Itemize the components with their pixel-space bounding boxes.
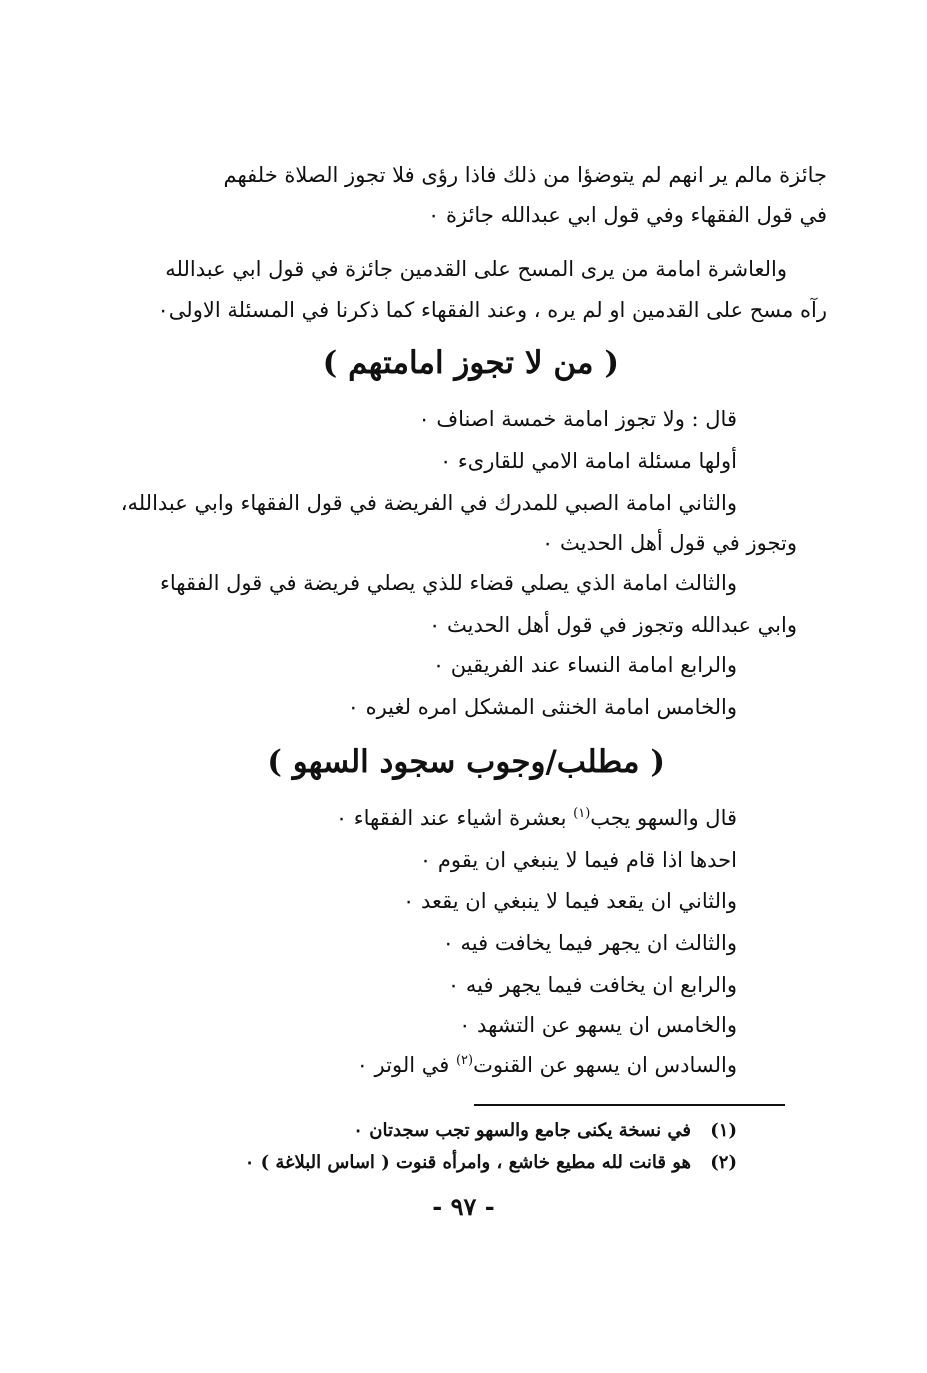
section-2-intro <box>336 803 737 833</box>
footnote-2 <box>245 1150 737 1176</box>
section-1-item-3-line-2: وابي عبدالله وتجوز في قول أهل الحديث ٠ <box>429 613 797 637</box>
section-2-item-3: والثالث ان يجهر فيما يخافت فيه ٠ <box>442 931 737 955</box>
footnote-ref-2: (٢) <box>455 1053 474 1068</box>
section-1-item-3-line-1: والثالث امامة الذي يصلي قضاء للذي يصلي فريضة في قول الفقهاء <box>160 571 737 595</box>
page-number: - ٩٧ - <box>432 1192 495 1221</box>
section-1-intro: قال : ولا تجوز امامة خمسة اصناف ٠ <box>418 407 737 431</box>
section-1-item-2-line-1: والثاني امامة الصبي للمدرك في الفريضة في قول الفقهاء وابي عبدالله، <box>120 491 737 515</box>
section-2-item-1: احدها اذا قام فيما لا ينبغي ان يقوم ٠ <box>419 848 737 872</box>
paragraph-2-line-2: رآه مسح على القدمين او لم يره ، وعند الفقهاء كما ذكرنا في المسئلة الاولى٠ <box>157 298 827 322</box>
section-heading-imamate: ( من لا تجوز امامتهم ) <box>322 345 619 381</box>
footnote-ref-1: (١) <box>573 806 591 821</box>
section-2-item-6-text-b: في الوتر ٠ <box>356 1053 456 1077</box>
section-1-item-2-line-2: وتجوز في قول أهل الحديث ٠ <box>542 531 797 555</box>
footnote-2-number: (٢) <box>710 1152 737 1173</box>
footnote-separator <box>474 1104 785 1106</box>
section-1-item-1: أولها مسئلة امامة الامي للقارىء ٠ <box>439 449 737 473</box>
section-2-intro-text-b: بعشرة اشياء عند الفقهاء ٠ <box>335 806 574 830</box>
paragraph-2-line-1: والعاشرة امامة من يرى المسح على القدمين جائزة في قول ابي عبدالله <box>165 257 787 281</box>
footnote-1-text: في نسخة يكنى جامع والسهو تجب سجدتان ٠ <box>353 1120 691 1141</box>
section-2-item-5: والخامس ان يسهو عن التشهد ٠ <box>459 1013 737 1037</box>
footnote-1 <box>353 1118 737 1144</box>
section-2-intro-text-a: قال والسهو يجب <box>590 806 737 830</box>
section-2-item-6-text-a: والسادس ان يسهو عن القنوت <box>473 1053 737 1077</box>
section-1-item-4: والرابع امامة النساء عند الفريقين ٠ <box>432 653 737 677</box>
section-2-item-6 <box>357 1050 737 1080</box>
paragraph-1-line-1: جائزة مالم ير انهم لم يتوضؤا من ذلك فاذا رؤى فلا تجوز الصلاة خلفهم <box>223 163 827 187</box>
footnote-2-text: هو قانت لله مطيع خاشع ، وامرأه قنوت ( اساس البلاغة ) ٠ <box>244 1152 691 1173</box>
section-2-item-4: والرابع ان يخافت فيما يجهر فيه ٠ <box>447 973 737 997</box>
section-2-item-2: والثاني ان يقعد فيما لا ينبغي ان يقعد ٠ <box>403 889 737 913</box>
section-1-item-5: والخامس امامة الخنثى المشكل امره لغيره ٠ <box>347 695 737 719</box>
paragraph-1-line-2: في قول الفقهاء وفي قول ابي عبدالله جائزة ٠ <box>428 203 827 227</box>
section-heading-sujud-sahw: ( مطلب/وجوب سجود السهو ) <box>267 744 665 780</box>
footnote-1-number: (١) <box>710 1120 737 1141</box>
